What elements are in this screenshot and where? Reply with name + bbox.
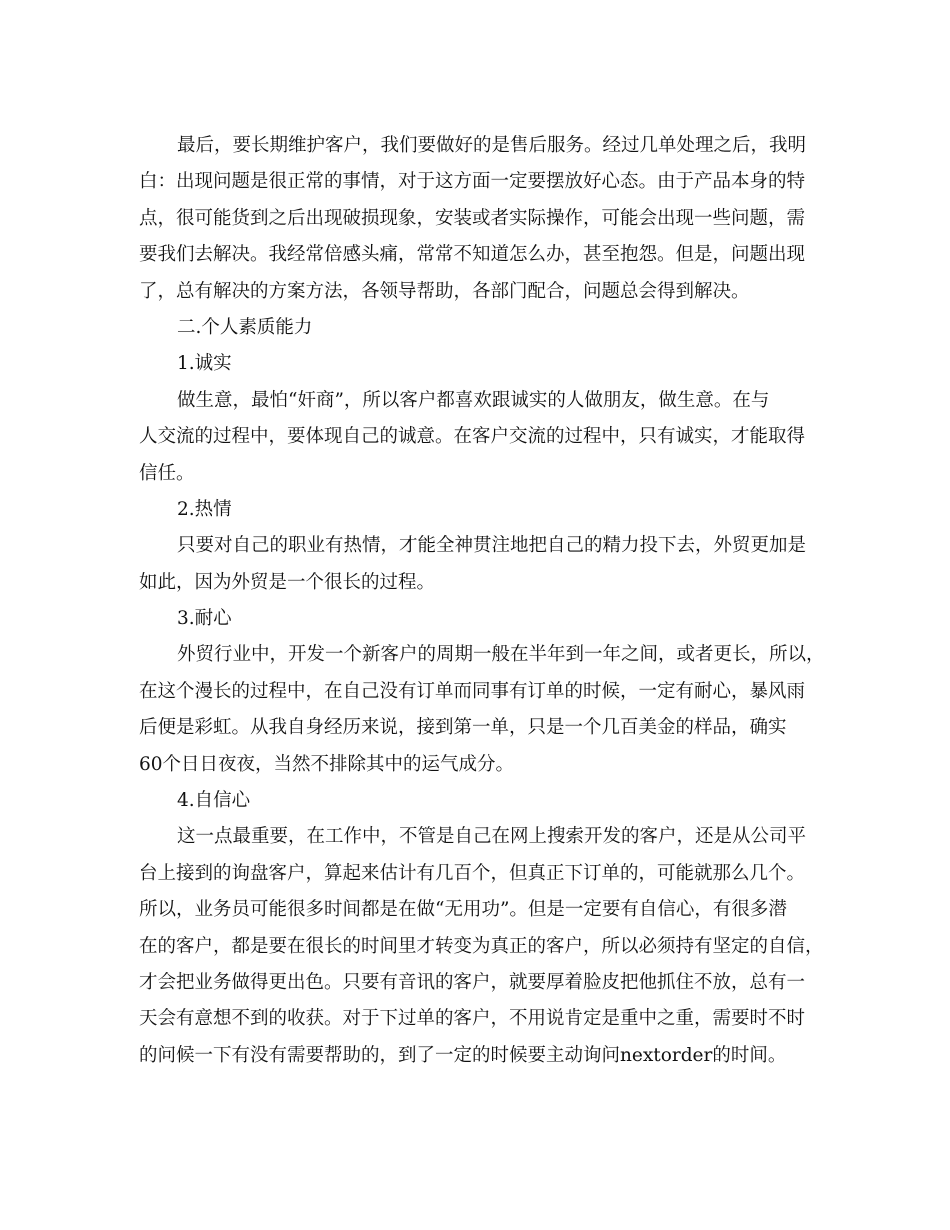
paragraph-after-sales-line-1: 最后，要长期维护客户，我们要做好的是售后服务。经过几单处理之后，我明 [177,135,807,156]
paragraph-confidence-line-4: 在的客户，都是要在很长的时间里才转变为真正的客户，所以必须持有坚定的自信， [139,935,824,957]
section-heading-personal-quality: 二.个人素质能力 [177,316,313,338]
paragraph-after-sales-line-4: 要我们去解决。我经常倍感头痛，常常不知道怎么办，甚至抱怨。但是，问题出现 [139,244,806,266]
paragraph-honesty-line-3: 信任。 [139,462,195,484]
subheading-honesty: 1.诚实 [177,353,232,375]
paragraph-after-sales-line-5: 了，总有解决的方案方法，各领导帮助，各部门配合，问题总会得到解决。 [139,280,750,302]
paragraph-enthusiasm-line-2: 如此，因为外贸是一个很长的过程。 [139,571,436,593]
paragraph-after-sales-line-3: 点，很可能货到之后出现破损现象，安装或者实际操作，可能会出现一些问题，需 [139,207,806,229]
paragraph-confidence-line-6: 天会有意想不到的收获。对于下过单的客户，不用说肯定是重中之重，需要时不时 [139,1008,806,1030]
paragraph-patience-line-3: 后便是彩虹。从我自身经历来说，接到第一单，只是一个几百美金的样品，确实 [139,717,787,739]
paragraph-honesty-line-2: 人交流的过程中，要体现自己的诚意。在客户交流的过程中，只有诚实，才能取得 [139,426,806,448]
paragraph-confidence-line-3: 所以，业务员可能很多时间都是在做“无用功”。但是一定要有自信心，有很多潜 [139,899,787,921]
paragraph-after-sales-line-2: 白：出现问题是很正常的事情，对于这方面一定要摆放好心态。由于产品本身的特 [139,171,806,193]
subheading-patience: 3.耐心 [177,608,232,630]
paragraph-confidence-line-1: 这一点最重要，在工作中，不管是自己在网上搜索开发的客户，还是从公司平 [177,826,807,848]
paragraph-enthusiasm-line-1: 只要对自己的职业有热情，才能全神贯注地把自己的精力投下去，外贸更加是 [177,535,807,557]
subheading-enthusiasm: 2.热情 [177,498,232,520]
paragraph-patience-line-2: 在这个漫长的过程中，在自己没有订单而同事有订单的时候，一定有耐心，暴风雨 [139,680,806,702]
document-body [139,128,825,1074]
paragraph-confidence-line-5: 才会把业务做得更出色。只要有音讯的客户，就要厚着脸皮把他抓住不放，总有一 [139,971,806,993]
paragraph-patience-line-1: 外贸行业中，开发一个新客户的周期一般在半年到一年之间，或者更长，所以， [177,644,825,666]
paragraph-confidence-line-7: 的问候一下有没有需要帮助的，到了一定的时候要主动询问nextorder的时间。 [139,1044,787,1066]
subheading-confidence: 4.自信心 [177,790,251,812]
paragraph-honesty-line-1: 做生意，最怕“奸商”，所以客户都喜欢跟诚实的人做朋友，做生意。在与 [177,389,770,411]
paragraph-patience-line-4: 60个日日夜夜，当然不排除其中的运气成分。 [139,753,515,775]
paragraph-confidence-line-2: 台上接到的询盘客户，算起来估计有几百个，但真正下订单的，可能就那么几个。 [139,862,806,884]
